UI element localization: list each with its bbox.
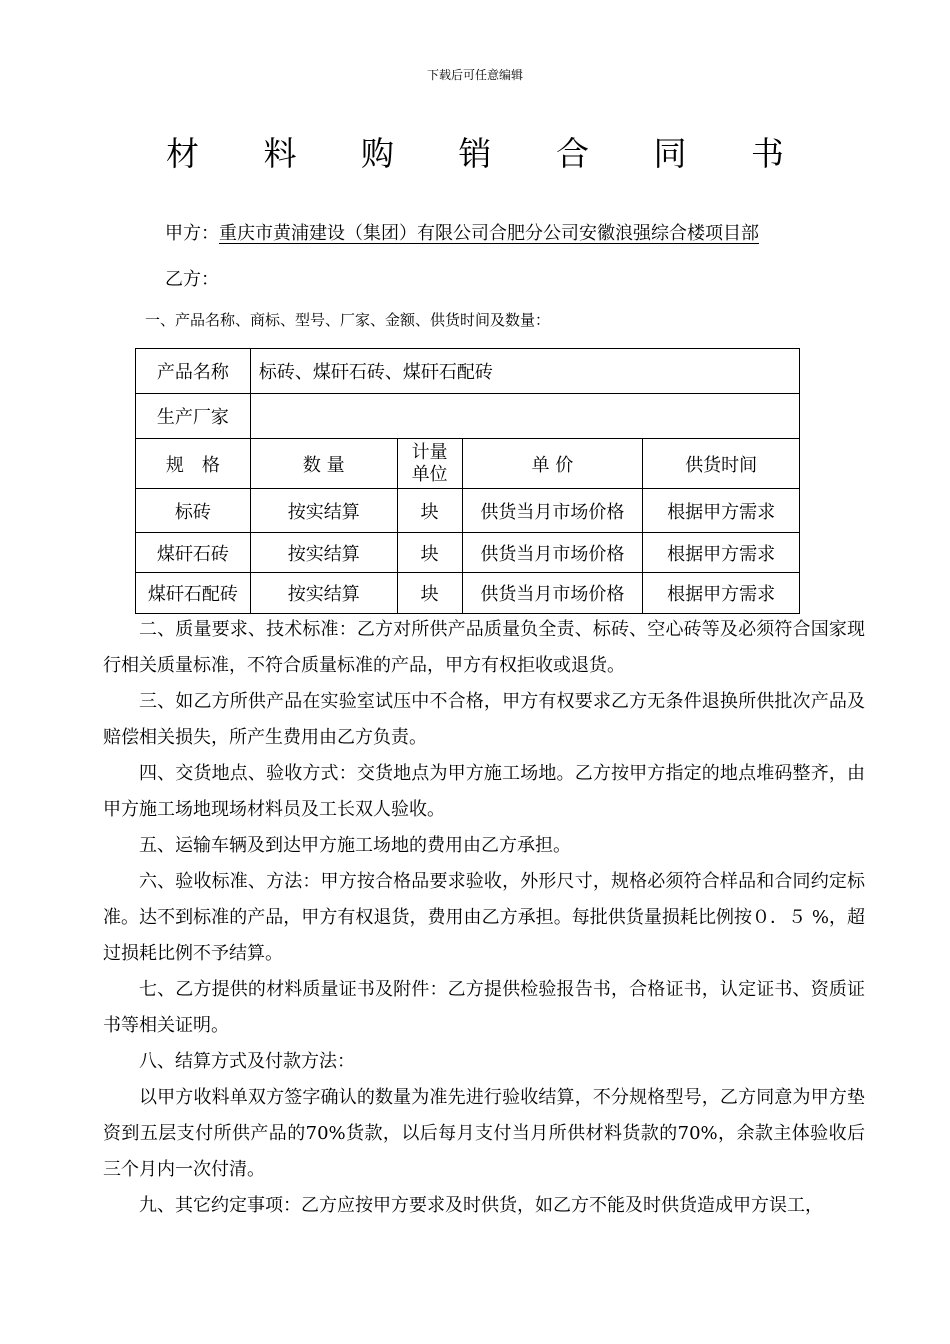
contract-body xyxy=(103,612,865,1224)
row-qty: 按实结算 xyxy=(250,489,397,533)
clause-8-detail: 以甲方收料单双方签字确认的数量为准先进行验收结算，不分规格型号，乙方同意为甲方垫资到五层支付所供产品的70%货款，以后每月支付当月所供材料货款的70%，余款主体验收后三个月内一次付清。 xyxy=(103,1087,865,1180)
header-unit-line1: 计量 xyxy=(411,441,448,463)
manufacturer-label: 生产厂家 xyxy=(136,394,251,439)
clause-3: 三、如乙方所供产品在实验室试压中不合格，甲方有权要求乙方无条件退换所供批次产品及赔偿相关损失，所产生费用由乙方负责。 xyxy=(103,691,865,748)
table-header-row xyxy=(136,439,800,489)
row-unit: 块 xyxy=(397,489,462,533)
clause-6: 六、验收标准、方法：甲方按合格品要求验收，外形尺寸，规格必须符合样品和合同约定标准。达不到标准的产品，甲方有权退货，费用由乙方承担。每批供货量损耗比例按０．５ %，超过损耗比例不予结算。 xyxy=(103,871,865,964)
party-b-label: 乙方： xyxy=(165,269,219,290)
table-row xyxy=(136,533,800,573)
header-unit-line2: 单位 xyxy=(411,463,448,485)
clause-4: 四、交货地点、验收方式：交货地点为甲方施工场地。乙方按甲方指定的地点堆码整齐，由甲方施工场地现场材料员及工长双人验收。 xyxy=(103,763,865,820)
clause-5: 五、运输车辆及到达甲方施工场地的费用由乙方承担。 xyxy=(139,835,571,856)
header-unit xyxy=(397,439,462,489)
party-a-name: 重庆市黄浦建设（集团）有限公司合肥分公司安徽浪强综合楼项目部 xyxy=(219,223,759,244)
product-name-value: 标砖、煤矸石砖、煤矸石配砖 xyxy=(250,349,799,394)
table-row xyxy=(136,489,800,533)
party-b xyxy=(165,265,219,291)
section-1-heading: 一、产品名称、商标、型号、厂家、金额、供货时间及数量： xyxy=(145,311,551,329)
row-qty: 按实结算 xyxy=(250,573,397,614)
row-spec: 标砖 xyxy=(136,489,251,533)
header-price: 单 价 xyxy=(462,439,643,489)
row-price: 供货当月市场价格 xyxy=(462,489,643,533)
row-time: 根据甲方需求 xyxy=(643,573,800,614)
product-name-row xyxy=(136,349,800,394)
clause-8: 八、结算方式及付款方法： xyxy=(139,1051,355,1072)
clause-9: 九、其它约定事项：乙方应按甲方要求及时供货，如乙方不能及时供货造成甲方误工， xyxy=(139,1195,823,1216)
document-title: 材 料 购 销 合 同 书 xyxy=(166,134,811,173)
party-a xyxy=(165,219,759,245)
header-qty: 数 量 xyxy=(250,439,397,489)
row-qty: 按实结算 xyxy=(250,533,397,573)
party-a-label: 甲方： xyxy=(165,223,219,244)
clause-7: 七、乙方提供的材料质量证书及附件：乙方提供检验报告书，合格证书，认定证书、资质证书等相关证明。 xyxy=(103,979,865,1036)
row-price: 供货当月市场价格 xyxy=(462,533,643,573)
row-unit: 块 xyxy=(397,573,462,614)
header-spec: 规 格 xyxy=(136,439,251,489)
product-table xyxy=(135,348,800,614)
header-note: 下载后可任意编辑 xyxy=(426,68,523,82)
table-row xyxy=(136,573,800,614)
row-spec: 煤矸石配砖 xyxy=(136,573,251,614)
row-time: 根据甲方需求 xyxy=(643,489,800,533)
manufacturer-row xyxy=(136,394,800,439)
product-name-label: 产品名称 xyxy=(136,349,251,394)
row-spec: 煤矸石砖 xyxy=(136,533,251,573)
clause-2: 二、质量要求、技术标准：乙方对所供产品质量负全责、标砖、空心砖等及必须符合国家现行相关质量标准，不符合质量标准的产品，甲方有权拒收或退货。 xyxy=(103,619,865,676)
row-time: 根据甲方需求 xyxy=(643,533,800,573)
header-time: 供货时间 xyxy=(643,439,800,489)
manufacturer-value xyxy=(250,394,799,439)
row-price: 供货当月市场价格 xyxy=(462,573,643,614)
row-unit: 块 xyxy=(397,533,462,573)
